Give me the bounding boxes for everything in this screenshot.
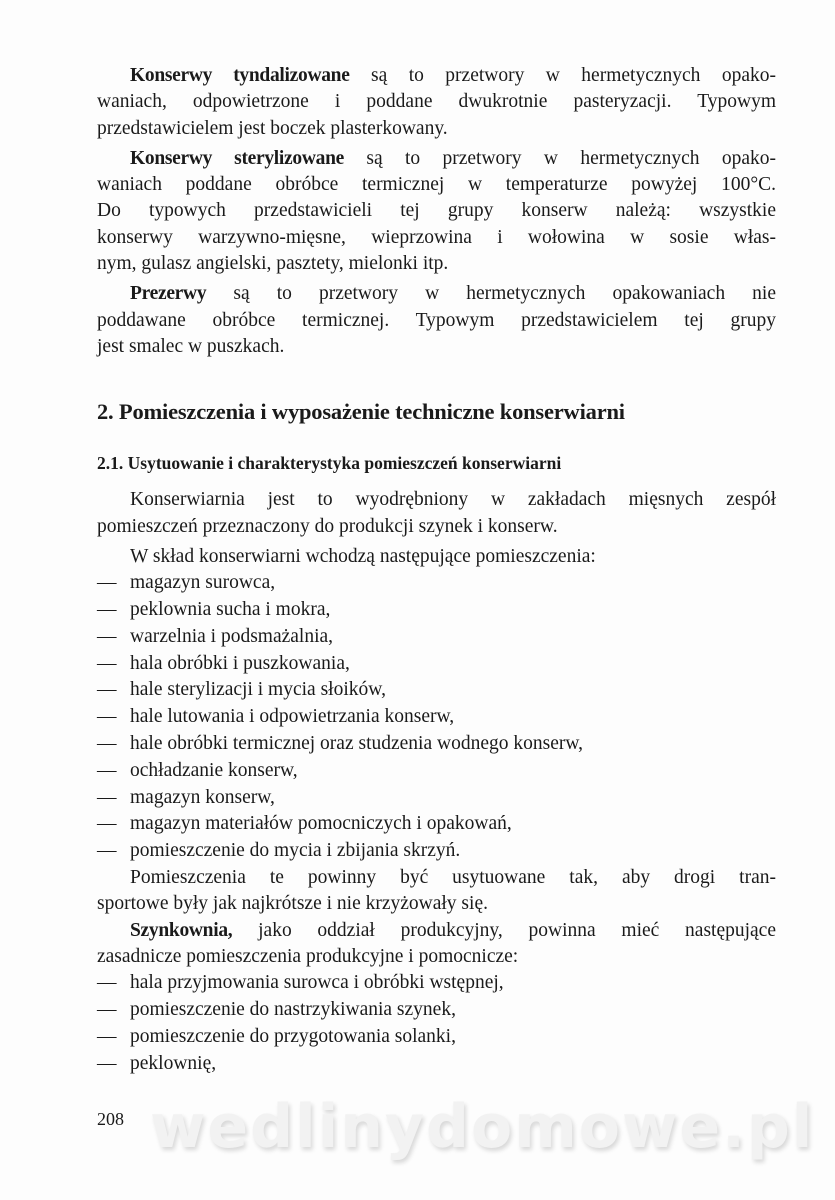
dash-marker: —: [97, 840, 117, 862]
dash-marker: —: [97, 652, 117, 674]
dash-marker: —: [97, 786, 117, 808]
list-item-text: pomieszczenie do przygotowania solanki,: [130, 1025, 456, 1047]
list-item-text: pomieszczenie do nastrzykiwania szynek,: [130, 998, 456, 1020]
list-item-text: peklownię,: [130, 1052, 217, 1074]
line-text: jako oddział produkcyjny, powinna mieć następujące: [232, 919, 776, 941]
text-line: [97, 487, 776, 513]
list-item-text: hale lutowania i odpowietrzania konserw,: [130, 706, 455, 728]
line-text: W skład konserwiarni wchodzą następujące pomieszczenia:: [130, 545, 596, 567]
list-item: [97, 651, 776, 678]
paragraph: [97, 865, 776, 918]
line-text: konserwy warzywno-mięsne, wieprzowina i wołowina w sosie włas-: [97, 226, 776, 248]
bullet-list: [97, 970, 776, 1077]
list-item: [97, 838, 776, 865]
text-line: [97, 146, 776, 172]
dash-marker: —: [97, 972, 117, 994]
text-line: [97, 918, 776, 944]
line-text: są to przetwory w hermetycznych opako-: [343, 147, 777, 169]
text-line: [97, 225, 776, 251]
list-item-text: pomieszczenie do mycia i zbijania skrzyń.: [130, 840, 461, 862]
text-line: [97, 514, 776, 540]
text-line: [97, 865, 776, 891]
list-item-text: magazyn konserw,: [130, 786, 275, 808]
dash-marker: —: [97, 598, 117, 620]
line-text: zasadnicze pomieszczenia produkcyjne i pomocnicze:: [97, 945, 519, 967]
section-heading: 2. Pomieszczenia i wyposażenie techniczne konserwiarni: [97, 399, 625, 425]
list-item: [97, 624, 776, 651]
paragraph: [97, 63, 776, 142]
line-text: są to przetwory w hermetycznych opakowaniach nie: [206, 283, 776, 305]
line-text: pomieszczeń przeznaczony do produkcji szynek i konserw.: [97, 515, 558, 537]
list-item: [97, 704, 776, 731]
list-item-text: hala obróbki i puszkowania,: [130, 652, 350, 674]
list-item-text: magazyn materiałów pomocniczych i opakowań,: [130, 813, 512, 835]
text-line: [97, 63, 776, 89]
line-text: są to przetwory w hermetycznych opako-: [349, 65, 776, 86]
list-item: [97, 570, 776, 597]
paragraph: [97, 281, 776, 360]
dash-marker: —: [97, 1052, 117, 1074]
text-line: [97, 251, 776, 277]
list-item-text: hala przyjmowania surowca i obróbki wstępnej,: [130, 972, 504, 994]
bold-term: Konserwy sterylizowane: [130, 147, 344, 169]
line-text: nym, gulasz angielski, pasztety, mielonki itp.: [97, 253, 449, 275]
text-line: [97, 544, 776, 570]
list-item-text: hale sterylizacji i mycia słoików,: [130, 679, 386, 701]
dash-marker: —: [97, 998, 117, 1020]
list-item: [97, 997, 776, 1024]
text-line: [97, 944, 776, 970]
list-item-text: ochładzanie konserw,: [130, 759, 298, 781]
text-line: [97, 281, 776, 307]
paragraph: [97, 146, 776, 277]
list-item: [97, 1024, 776, 1051]
bullet-list: [97, 570, 776, 865]
page-content: [97, 63, 776, 1077]
paragraph: [97, 918, 776, 971]
paragraph: [97, 544, 776, 570]
bold-term: Prezerwy: [130, 283, 207, 305]
list-item: [97, 597, 776, 624]
text-line: [97, 334, 776, 360]
dash-marker: —: [97, 813, 117, 835]
line-text: jest smalec w puszkach.: [97, 335, 285, 357]
dash-marker: —: [97, 1025, 117, 1047]
line-text: poddawane obróbce termicznej. Typowym przedstawicielem tej grupy: [97, 309, 776, 331]
dash-marker: —: [97, 625, 117, 647]
line-text: waniach, odpowietrzone i poddane dwukrotnie pasteryzacji. Typowym: [97, 91, 776, 113]
line-text: Pomieszczenia te powinny być usytuowane tak, aby drogi tran-: [130, 866, 776, 888]
text-line: [97, 198, 776, 224]
watermark: wedlinydomowe.pl: [150, 1092, 815, 1162]
line-text: waniach poddane obróbce termicznej w temperaturze powyżej 100°C.: [97, 174, 776, 196]
paragraph: [97, 487, 776, 540]
bold-term: Konserwy tyndalizowane: [130, 65, 350, 86]
list-item: [97, 785, 776, 812]
list-item: [97, 731, 776, 758]
line-text: sportowe były jak najkrótsze i nie krzyżowały się.: [97, 893, 488, 915]
dash-marker: —: [97, 706, 117, 728]
list-item: [97, 758, 776, 785]
text-line: [97, 308, 776, 334]
text-line: [97, 116, 776, 142]
bold-term: Szynkownia,: [130, 919, 233, 941]
text-line: [97, 172, 776, 198]
list-item: [97, 677, 776, 704]
list-item: [97, 970, 776, 997]
list-item-text: warzelnia i podsmażalnia,: [130, 625, 334, 647]
line-text: przedstawicielem jest boczek plasterkowany.: [97, 117, 448, 139]
dash-marker: —: [97, 759, 117, 781]
list-item: [97, 1051, 776, 1078]
text-line: [97, 89, 776, 115]
dash-marker: —: [97, 732, 117, 754]
dash-marker: —: [97, 572, 117, 594]
text-line: [97, 891, 776, 917]
dash-marker: —: [97, 679, 117, 701]
subsection-heading: 2.1. Usytuowanie i charakterystyka pomieszczeń konserwiarni: [97, 453, 562, 474]
list-item-text: hale obróbki termicznej oraz studzenia wodnego konserw,: [130, 732, 584, 754]
line-text: Do typowych przedstawicieli tej grupy konserw należą: wszystkie: [97, 200, 776, 222]
list-item-text: peklownia sucha i mokra,: [130, 598, 331, 620]
page-number: 208: [97, 1109, 124, 1129]
line-text: Konserwiarnia jest to wyodrębniony w zakładach mięsnych zespół: [130, 489, 776, 511]
list-item: [97, 811, 776, 838]
list-item-text: magazyn surowca,: [130, 572, 276, 594]
